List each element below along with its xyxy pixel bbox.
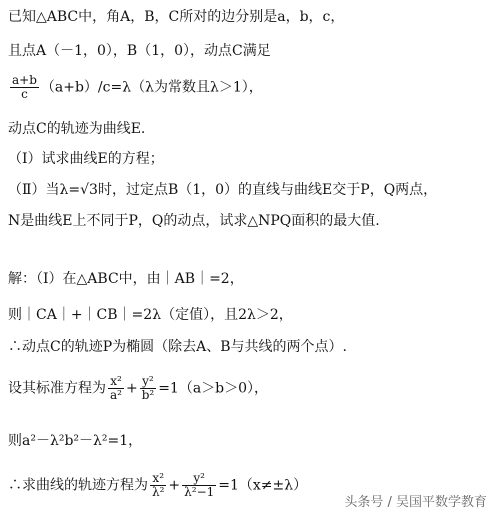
fraction-y2-over-lambda2-minus-1: $\frac{\text{y²}}{\text{λ²−1}}$ [184,471,215,499]
fraction-x2-over-a2: $\frac{\text{x²}}{\text{a²}}$ [110,374,122,402]
problem-line-4: 动点C的轨迹为曲线E. [8,121,146,137]
watermark: 头条号 / 吴国平数学教育 [340,489,491,512]
problem-line-1: 已知△ABC中，角A，B，C所对的边分别是a，b，c， [8,9,345,25]
problem-line-7: N是曲线E上不同于P，Q的动点，试求△NPQ面积的最大值. [8,213,380,229]
solution-line-5: 则a²－λ²b²－λ²=1， [8,433,143,449]
problem-line-5: （Ⅰ）试求曲线E的方程； [8,151,164,167]
fraction-a-plus-b-over-c: $\frac{a+b}{c}$ [12,73,37,101]
solution-line-3: ∴动点C的轨迹P为椭圆（除去A、B与共线的两个点）. [8,339,347,355]
solution-line-2: 则｜CA｜+｜CB｜=2λ（定值），且2λ＞2， [8,307,293,323]
solution-line-4: 设其标准方程为 $\frac{\text{x²}}{\text{a²}}$ + $\frac{\text{y²}}{\text{b²}}$ =1（a＞b＞0）， [8,374,269,402]
solution-line-6: ∴求曲线的轨迹方程为 $\frac{\text{x²}}{\text{λ²}}$ + $\frac{\text{y²}}{\text{λ²−1}}$ =1（x≠±λ） [8,471,308,499]
problem-line-6: （Ⅱ）当λ=√3时，过定点B（1，0）的直线与曲线E交于P，Q两点， [8,182,438,198]
fraction-x2-over-lambda2: $\frac{\text{x²}}{\text{λ²}}$ [152,471,165,499]
problem-line-2: 且点A（－1，0），B（1，0），动点C满足 [8,43,271,59]
solution-line-1: 解：（Ⅰ）在△ABC中，由｜AB｜=2， [8,271,244,287]
fraction-y2-over-b2: $\frac{\text{y²}}{\text{b²}}$ [141,374,155,402]
problem-line-3: $\frac{a+b}{c}$ （a+b）/c=λ（λ为常数且λ＞1）， [12,73,263,101]
